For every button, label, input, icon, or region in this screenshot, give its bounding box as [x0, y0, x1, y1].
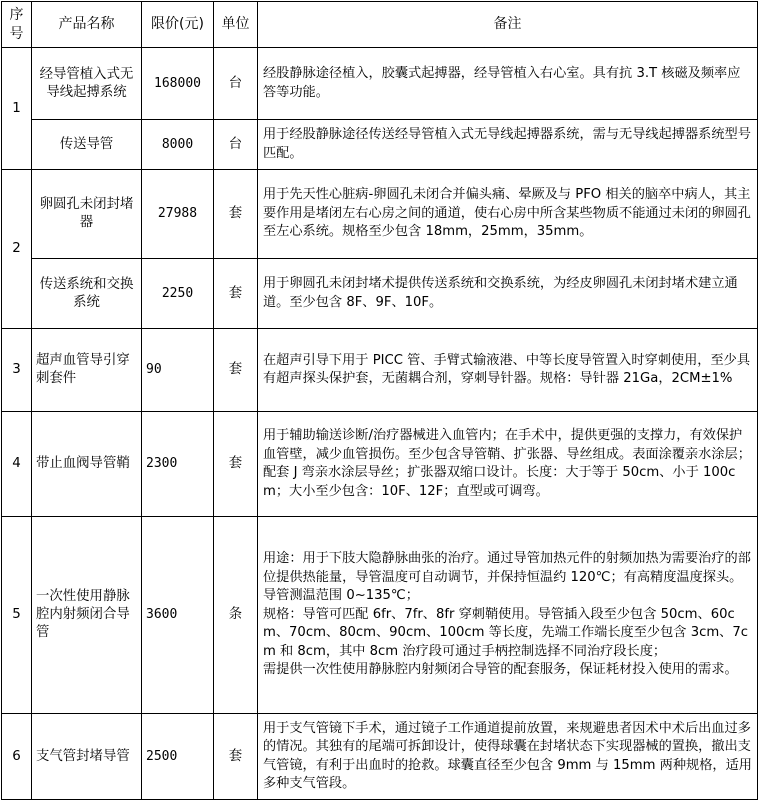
- cell-remark: 用于支气管镜下手术，通过镜子工作通道提前放置，来规避患者因术中术后出血过多的情况。其独有的尾端可拆卸设计，使得球囊在封堵状态下实现器械的置换，撤出支气管镜，有利于出血时的抢救。球囊直径至少包含 9mm 与 15mm 两种规格，适用多种支气管段。: [258, 714, 758, 800]
- cell-product-name: 经导管植入式无导线起搏系统: [32, 48, 142, 120]
- cell-price: 168000: [142, 48, 214, 120]
- table-row: [2, 714, 758, 800]
- cell-price: 90: [142, 329, 214, 412]
- cell-remark: 用于卵圆孔未闭封堵术提供传送系统和交换系统，为经皮卵圆孔未闭封堵术建立通道。至少包含 8F、9F、10F。: [258, 259, 758, 329]
- table-row: [2, 329, 758, 412]
- price-table: [1, 1, 758, 800]
- cell-remark: 经股静脉途径植入，胶囊式起搏器，经导管植入右心室。具有抗 3.T 核磁及频率应答等功能。: [258, 48, 758, 120]
- cell-remark: 用于先天性心脏病-卵圆孔未闭合并偏头痛、晕厥及与 PFO 相关的脑卒中病人，其主要作用是堵闭左右心房之间的通道，使右心房中所含某些物质不能通过未闭的卵圆孔至左心系统。规格至少包含 18mm，25mm，35mm。: [258, 170, 758, 259]
- table-header-row: [2, 2, 758, 48]
- table-row: [2, 170, 758, 259]
- cell-remark: 用途：用于下肢大隐静脉曲张的治疗。通过导管加热元件的射频加热为需要治疗的部位提供热能量，导管温度可自动调节，并保持恒温约 120℃；有高精度温度探头。导管测温范围 0~135℃； 规格：导管可匹配 6fr、7fr、8fr 穿刺鞘使用。导管插入段至少包含 50cm、60cm、70cm、80cm、90cm、100cm 等长度，先端工作端长度至少包含 3cm、7cm 和 8cm，其中 8cm 治疗段可通过手柄控制选择不同治疗段长度； 需提供一次性使用静脉腔内射频闭合导管的配套服务，保证耗材投入使用的需求。: [258, 517, 758, 714]
- cell-seq: 2: [2, 170, 32, 329]
- cell-price: 27988: [142, 170, 214, 259]
- table-row: [2, 48, 758, 120]
- cell-product-name: 传送系统和交换系统: [32, 259, 142, 329]
- cell-product-name: 卵圆孔未闭封堵器: [32, 170, 142, 259]
- table-row: [2, 120, 758, 170]
- header-seq: 序号: [2, 2, 32, 48]
- cell-unit: 台: [214, 48, 258, 120]
- header-unit: 单位: [214, 2, 258, 48]
- table-row: [2, 259, 758, 329]
- cell-product-name: 带止血阀导管鞘: [32, 412, 142, 517]
- header-price: 限价(元): [142, 2, 214, 48]
- cell-seq: 6: [2, 714, 32, 800]
- cell-seq: 3: [2, 329, 32, 412]
- header-remark: 备注: [258, 2, 758, 48]
- cell-unit: 套: [214, 714, 258, 800]
- cell-price: 2250: [142, 259, 214, 329]
- cell-seq: 1: [2, 48, 32, 170]
- table-row: [2, 517, 758, 714]
- cell-unit: 条: [214, 517, 258, 714]
- cell-unit: 台: [214, 120, 258, 170]
- cell-price: 2300: [142, 412, 214, 517]
- cell-product-name: 超声血管导引穿刺套件: [32, 329, 142, 412]
- cell-unit: 套: [214, 329, 258, 412]
- cell-seq: 5: [2, 517, 32, 714]
- cell-seq: 4: [2, 412, 32, 517]
- cell-product-name: 一次性使用静脉腔内射频闭合导管: [32, 517, 142, 714]
- cell-price: 8000: [142, 120, 214, 170]
- cell-remark: 在超声引导下用于 PICC 管、手臂式输液港、中等长度导管置入时穿刺使用，至少具有超声探头保护套，无菌耦合剂，穿刺导针器。规格：导针器 21Ga，2CM±1%: [258, 329, 758, 412]
- cell-remark: 用于经股静脉途径传送经导管植入式无导线起搏器系统，需与无导线起搏器系统型号匹配。: [258, 120, 758, 170]
- table-row: [2, 412, 758, 517]
- cell-product-name: 传送导管: [32, 120, 142, 170]
- cell-unit: 套: [214, 259, 258, 329]
- cell-product-name: 支气管封堵导管: [32, 714, 142, 800]
- header-name: 产品名称: [32, 2, 142, 48]
- cell-price: 3600: [142, 517, 214, 714]
- cell-unit: 套: [214, 412, 258, 517]
- cell-price: 2500: [142, 714, 214, 800]
- cell-unit: 套: [214, 170, 258, 259]
- cell-remark: 用于辅助输送诊断/治疗器械进入血管内；在手术中，提供更强的支撑力，有效保护血管壁，减少血管损伤。至少包含导管鞘、扩张器、导丝组成。表面涂覆亲水涂层；配套 J 弯亲水涂层导丝；扩张器双缩口设计。长度：大于等于 50cm、小于 100cm；大小至少包含：10F、12F；直型或可调弯。: [258, 412, 758, 517]
